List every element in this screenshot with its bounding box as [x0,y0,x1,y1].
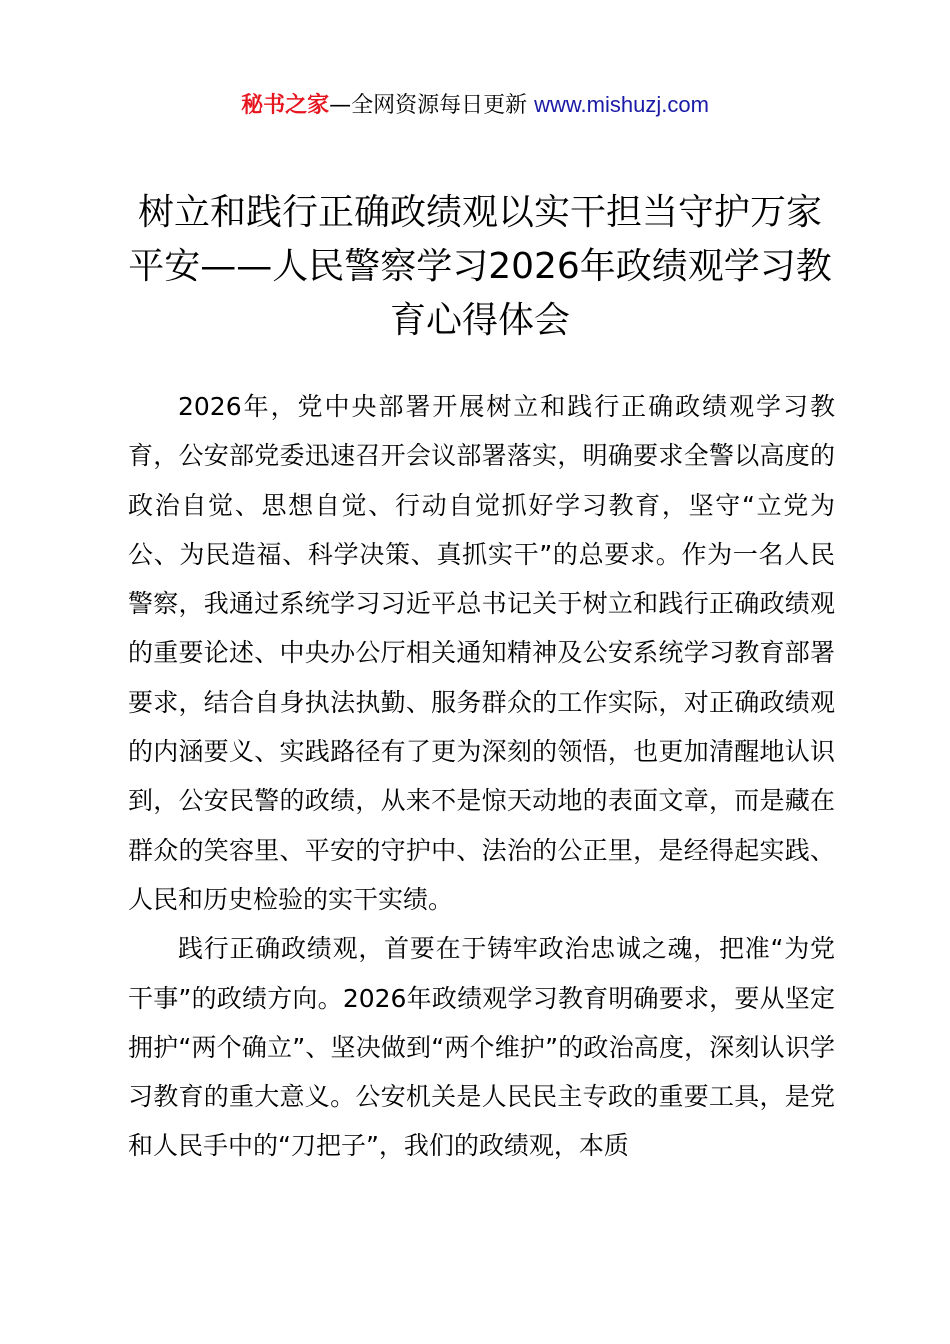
body-paragraph-2: 践行正确政绩观，首要在于铸牢政治忠诚之魂，把准“为党干事”的政绩方向。2026年政绩观学习教育明确要求，要从坚定拥护“两个确立”、坚决做到“两个维护”的政治高度，深刻认识学习教育的重大意义。公安机关是人民民主专政的重要工具，是党和人民手中的“刀把子”，我们的政绩观，本质 [128,934,835,1161]
site-brand: 秘书之家 [241,93,330,118]
site-url-link[interactable]: www.mishuzj.com [534,92,709,117]
document-title: 树立和践行正确政绩观以实干担当守护万家平安——人民警察学习2026年政绩观学习教育心得体会 [128,192,832,341]
site-header [0,88,950,123]
body-paragraph-1: 2026年，党中央部署开展树立和践行正确政绩观学习教育，公安部党委迅速召开会议部署落实，明确要求全警以高度的政治自觉、思想自觉、行动自觉抓好学习教育，坚守“立党为公、为民造福、科学决策、真抓实干”的总要求。作为一名人民警察，我通过系统学习习近平总书记关于树立和践行正确政绩观的重要论述、中央办公厅相关通知精神及公安系统学习教育部署要求，结合自身执法执勤、服务群众的工作实际，对正确政绩观的内涵要义、实践路径有了更为深刻的领悟，也更加清醒地认识到，公安民警的政绩，从来不是惊天动地的表面文章，而是藏在群众的笑容里、平安的守护中、法治的公正里，是经得起实践、人民和历史检验的实干实绩。 [128,392,835,914]
document-body [128,382,835,1171]
site-tagline: —全网资源每日更新 [329,93,535,118]
